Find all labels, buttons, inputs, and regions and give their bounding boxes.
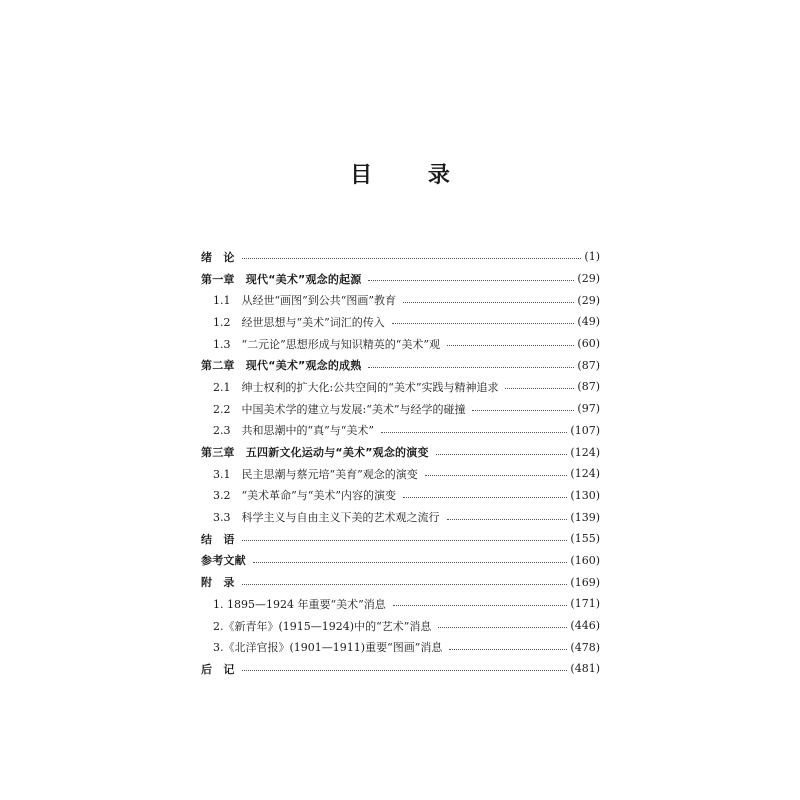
toc-section-row[interactable] (201, 398, 600, 420)
toc-page-number: (107) (570, 423, 600, 437)
toc-entry-label: 3.3 科学主义与自由主义下美的艺术观之流行 (213, 511, 440, 525)
dot-leader (505, 388, 574, 389)
toc-entry-label: 1.3 “二元论”思想形成与知识精英的“美术”观 (213, 337, 440, 351)
toc-entry-label: 3.1 民主思潮与蔡元培“美育”观念的演变 (213, 467, 418, 481)
toc-entry-label: 参考文献 (201, 554, 246, 568)
toc-entry-label: 3.《北洋官报》(1901—1911)重要“图画”消息 (213, 641, 443, 655)
toc-chapter-row[interactable] (201, 268, 600, 290)
toc-page-number: (87) (577, 380, 600, 394)
toc-entry-label: 2.2 中国美术学的建立与发展:“美术”与经学的碰撞 (213, 402, 466, 416)
toc-chapter-row[interactable] (201, 246, 600, 268)
toc-page-number: (130) (570, 488, 600, 502)
toc-page-number: (160) (570, 553, 600, 567)
dot-leader (472, 410, 574, 411)
toc-page-number: (60) (577, 337, 600, 351)
toc-page-number: (97) (577, 402, 600, 416)
toc-chapter-row[interactable] (201, 571, 600, 593)
toc-section-row[interactable] (201, 463, 600, 485)
toc-chapter-row[interactable] (201, 658, 600, 680)
dot-leader (242, 584, 568, 585)
toc-section-row[interactable] (201, 506, 600, 528)
toc-section-row[interactable] (201, 636, 600, 658)
dot-leader (368, 280, 574, 281)
toc-entry-label: 绪 论 (201, 250, 235, 264)
toc-section-row[interactable] (201, 311, 600, 333)
toc-chapter-row[interactable] (201, 528, 600, 550)
toc-list (201, 246, 600, 680)
dot-leader (368, 367, 574, 368)
toc-section-row[interactable] (201, 333, 600, 355)
dot-leader (436, 454, 568, 455)
dot-leader (447, 345, 574, 346)
toc-section-row[interactable] (201, 420, 600, 442)
dot-leader (242, 540, 568, 541)
toc-entry-label: 附 录 (201, 576, 235, 590)
dot-leader (392, 323, 575, 324)
toc-section-row[interactable] (201, 593, 600, 615)
toc-chapter-row[interactable] (201, 441, 600, 463)
toc-entry-label: 2.1 绅士权利的扩大化:公共空间的“美术”实践与精神追求 (213, 380, 499, 394)
dot-leader (425, 475, 568, 476)
dot-leader (393, 605, 568, 606)
toc-page-number: (446) (570, 619, 600, 633)
toc-entry-label: 1. 1895—1924 年重要“美术”消息 (213, 597, 386, 611)
dot-leader (438, 627, 567, 628)
toc-page-number: (155) (570, 532, 600, 546)
dot-leader (403, 497, 567, 498)
toc-page-number: (29) (577, 293, 600, 307)
toc-chapter-row[interactable] (201, 354, 600, 376)
dot-leader (242, 670, 568, 671)
dot-leader (242, 258, 582, 259)
toc-section-row[interactable] (201, 485, 600, 507)
toc-page-number: (478) (570, 640, 600, 654)
toc-entry-label: 3.2 “美术革命”与“美术”内容的演变 (213, 489, 396, 503)
toc-entry-label: 第一章 现代“美术”观念的起源 (201, 272, 362, 286)
toc-section-row[interactable] (201, 615, 600, 637)
toc-entry-label: 后 记 (201, 662, 235, 676)
dot-leader (447, 519, 568, 520)
toc-page-number: (139) (570, 510, 600, 524)
toc-entry-label: 2.3 共和思潮中的“真”与“美术” (213, 424, 374, 438)
toc-chapter-row[interactable] (201, 550, 600, 572)
dot-leader (253, 562, 568, 563)
toc-entry-label: 1.1 从经世“画图”到公共“图画”教育 (213, 294, 396, 308)
toc-page-number: (49) (577, 315, 600, 329)
toc-section-row[interactable] (201, 376, 600, 398)
dot-leader (381, 432, 567, 433)
toc-entry-label: 1.2 经世思想与“美术”词汇的传入 (213, 315, 385, 329)
dot-leader (403, 302, 574, 303)
toc-page-number: (171) (570, 597, 600, 611)
toc-entry-label: 第二章 现代“美术”观念的成熟 (201, 359, 362, 373)
toc-entry-label: 第三章 五四新文化运动与“美术”观念的演变 (201, 446, 429, 460)
toc-section-row[interactable] (201, 289, 600, 311)
toc-entry-label: 结 语 (201, 532, 235, 546)
toc-entry-label: 2.《新青年》(1915—1924)中的“艺术”消息 (213, 619, 432, 633)
toc-page-number: (29) (577, 272, 600, 286)
toc-page-number: (169) (570, 575, 600, 589)
toc-page-number: (481) (570, 662, 600, 676)
toc-page-number: (124) (570, 467, 600, 481)
toc-page-number: (124) (570, 445, 600, 459)
dot-leader (449, 649, 567, 650)
toc-page-number: (87) (577, 358, 600, 372)
toc-page-number: (1) (584, 250, 600, 264)
toc-title: 目 录 (350, 163, 474, 188)
